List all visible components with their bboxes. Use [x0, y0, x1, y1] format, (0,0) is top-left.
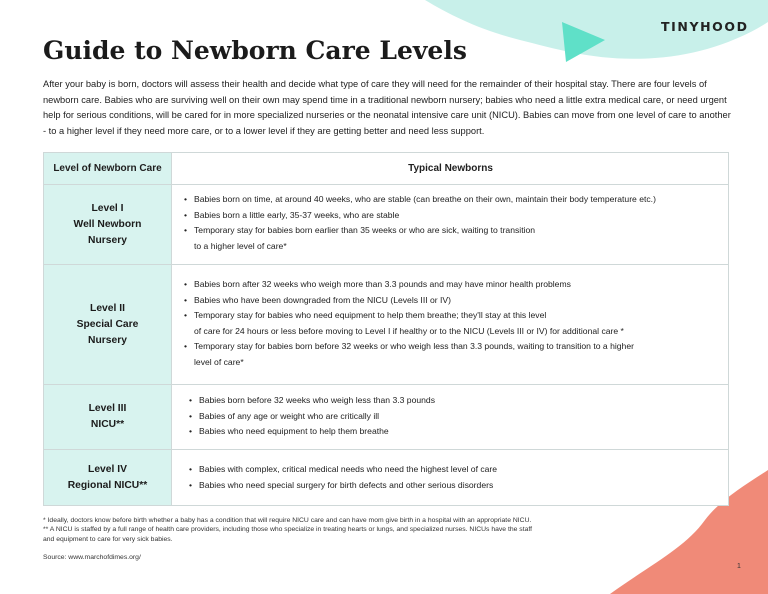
table-row-level-2 [44, 265, 728, 385]
bullet-item [184, 293, 722, 309]
bullet-text: • Babies with complex, critical medical needs who need the highest level of care [199, 464, 498, 474]
page-title: Guide to Newborn Care Levels [43, 36, 467, 65]
intro-paragraph: After your baby is born, doctors will assess their health and decide what type of care they will need for the remainder of their hospital stay. There are four levels of newborn care. Babies who are surviving well on their own may spend time in a traditional newborn nursery; babies who need a little extra medical care, or need urgent help for serious conditions, will be cared for in more specialized nurseries or the neonatal intensive care unit (NICU). Babies can move from one level of care to another - to a higher level if they need more care, or to a lower level if they are getting better and need less support. [43, 79, 731, 136]
bullet-list [189, 462, 722, 493]
bullet-text: • Babies born after 32 weeks who weigh more than 3.3 pounds and may have minor health problems [194, 279, 571, 289]
footnotes [43, 516, 633, 544]
newborns-cell [173, 450, 728, 505]
bullet-text: • Temporary stay for babies who need equipment to help them breathe; they'll stay at this level [194, 310, 547, 320]
level-name-line: Level IV [88, 463, 127, 475]
bullet-list [184, 192, 722, 254]
bullet-item [184, 208, 722, 224]
bullet-text: • Babies who need equipment to help them breathe [199, 426, 389, 436]
bullet-item [184, 223, 722, 254]
bullet-item [189, 462, 722, 478]
level-name-line: Level I [91, 202, 124, 214]
level-name [74, 201, 142, 249]
level-name [77, 301, 139, 349]
care-levels-table [43, 152, 729, 506]
level-name-line: Regional NICU** [67, 479, 148, 491]
bullet-text: • Babies born on time, at around 40 weeks, who are stable (can breathe on their own, maintain their body temperature etc.) [194, 194, 656, 204]
level-name-line: Special Care [76, 318, 139, 330]
level-cell [44, 185, 172, 264]
level-name [68, 462, 148, 494]
bullet-list [184, 277, 722, 370]
bullet-text-continued: level of care* [194, 356, 244, 367]
bullet-text: • Temporary stay for babies born earlier than 35 weeks or who are sick, waiting to transition [194, 225, 536, 235]
bullet-text: • Babies born before 32 weeks who weigh less than 3.3 pounds [199, 395, 436, 405]
footnote-line: and equipment to care for very sick babies. [43, 535, 173, 543]
header-level-of-care: Level of Newborn Care [44, 153, 172, 184]
bullet-text: • Babies who need special surgery for birth defects and other serious disorders [199, 479, 494, 490]
bullet-item [189, 478, 722, 494]
table-header-row [44, 153, 728, 185]
bullet-list [189, 393, 722, 440]
source-citation: Source: www.marchofdimes.org/ [43, 554, 141, 561]
table-row-level-3 [44, 385, 728, 450]
level-cell [44, 450, 172, 505]
table-row-level-4 [44, 450, 728, 505]
bullet-item [189, 424, 722, 440]
bullet-item [184, 277, 722, 293]
level-name-line: Level III [88, 403, 127, 414]
level-name-line: Level II [90, 302, 125, 314]
newborns-cell [173, 185, 728, 264]
bullet-item [184, 192, 722, 208]
bullet-text: • Babies born a little early, 35-37 weeks, who are stable [194, 209, 400, 220]
bullet-text: • Temporary stay for babies born before 32 weeks or who weigh less than 3.3 pounds, waiting to transition to a higher [194, 341, 634, 351]
level-cell [44, 265, 172, 384]
level-cell [44, 385, 172, 449]
footnote-line: * Ideally, doctors know before birth whether a baby has a condition that will require NICU care and can have mom give birth in a hospital with an appropriate NICU. [43, 517, 532, 524]
brand-logo: TINYHOOD [661, 19, 749, 34]
header-typical-newborns: Typical Newborns [408, 163, 493, 174]
bullet-text-continued: to a higher level of care* [194, 240, 287, 251]
bullet-item [184, 339, 722, 370]
newborns-cell [173, 265, 728, 384]
bullet-text: • Babies who have been downgraded from the NICU (Levels III or IV) [194, 294, 451, 305]
bullet-item [184, 308, 722, 339]
table-row-level-1 [44, 185, 728, 265]
level-name [89, 401, 127, 433]
bullet-text-continued: of care for 24 hours or less before moving to Level I if healthy or to the NICU (Levels III or IV) for additional care * [194, 325, 624, 336]
level-name-line: Nursery [88, 334, 127, 346]
bullet-item [189, 409, 722, 425]
bullet-text: • Babies of any age or weight who are critically ill [199, 410, 380, 421]
level-name-line: Well Newborn [73, 218, 142, 230]
level-name-line: NICU** [90, 419, 125, 430]
level-name-line: Nursery [88, 234, 127, 246]
page-number: 1 [737, 563, 741, 570]
footnote-line: ** A NICU is staffed by a full range of health care providers, including those who specialize in treating hearts or lungs, and specialized nurses. NICUs have the staff [43, 526, 533, 534]
bullet-item [189, 393, 722, 409]
newborns-cell [173, 385, 728, 449]
